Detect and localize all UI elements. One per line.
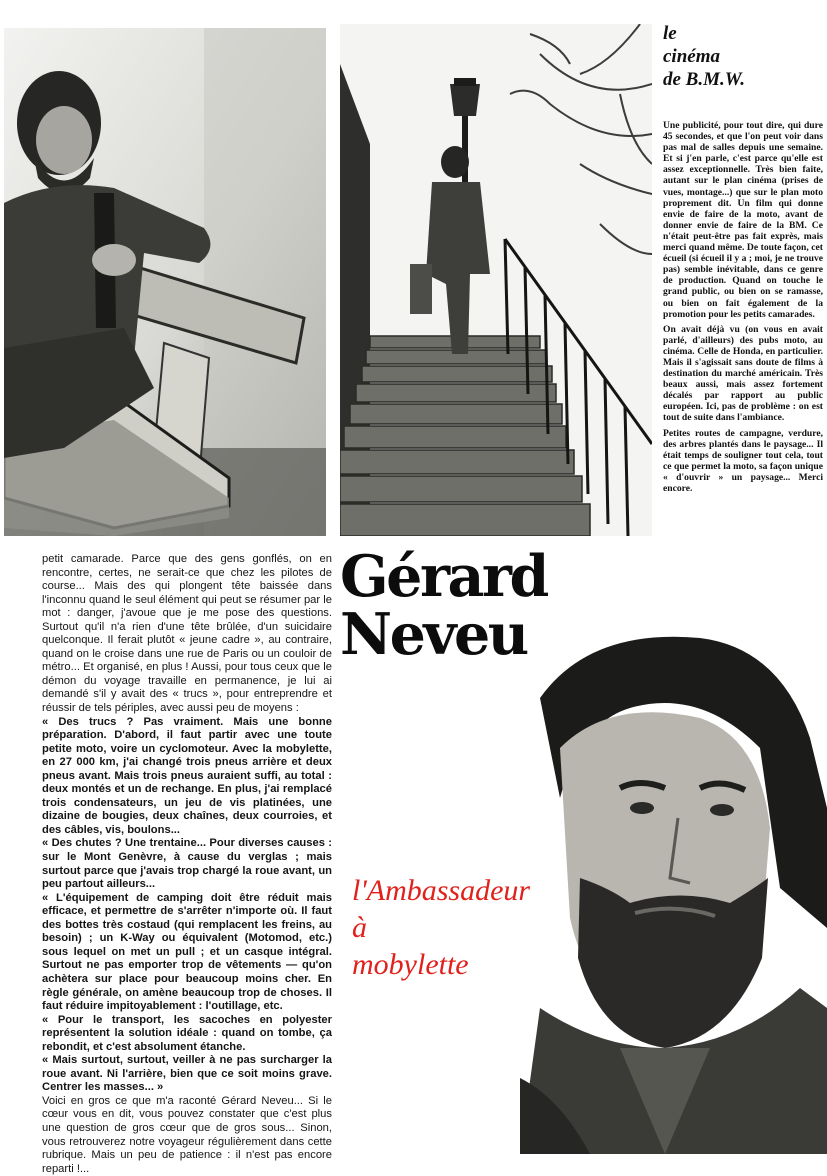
article-paragraph-quote: « Mais surtout, surtout, veiller à ne pas surcharger la roue avant. Ni l'arrière, bien que ce soit moins grave. Centrer les masses... » bbox=[42, 1054, 332, 1094]
sidebar-heading-line: le bbox=[663, 23, 677, 44]
article-body bbox=[42, 553, 332, 1176]
article-paragraph-quote: « Des trucs ? Pas vraiment. Mais une bonne préparation. D'abord, il faut partir avec une toute petite moto, voire un cyclomoteur. Avec la mobylette, en 27 000 km, j'ai changé trois pneus arrière et deux pneus avant. Mais trois pneus auraient suffi, au total : deux montés et un de rechange. En plus, j'ai remplacé trois condensateurs, un jeu de vis platinées, une dizaine de bougies, deux chaînes, deux courroies, et des câbles, vis, boulons... bbox=[42, 715, 332, 836]
article-paragraph: Voici en gros ce que m'a raconté Gérard Neveu... Si le cœur vous en dit, vous pouvez constater que c'est plus une question de gros cœur que de gros sous... Sinon, vous retrouverez notre voyageur régulièrement dans cette rubrique. Mais un peu de patience : il n'est pas encore reparti !... bbox=[42, 1094, 332, 1175]
sidebar-text bbox=[663, 120, 823, 498]
sidebar-paragraph: Une publicité, pour tout dire, qui dure 45 secondes, et que l'on peut voir dans pas mal de salles depuis une semaine. Et si j'en parle, c'est parce qu'elle est assez exceptionnelle. Très bien faite, autant sur le plan cinéma (prises de vues, montage...) que sur le plan moto proprement dit. Un film qui donne envie de faire de la moto, avant de donner envie de faire de la BM. Ce n'était peut-être pas fait exprès, mais merci quand même. De toute façon, cet écueil (si écueil il y a ; moi, je ne trouve pas) semble inévitable, dans ce genre de production. Quand on touche le grand public, ou bien on se ramasse, ou bien on fait également de la promotion pour les petits camarades. bbox=[663, 120, 823, 320]
article-subtitle bbox=[352, 872, 582, 983]
article-title-line: Gérard bbox=[340, 543, 547, 610]
sidebar-heading-line: de B.M.W. bbox=[663, 69, 745, 90]
article-subtitle-line: l'Ambassadeur bbox=[352, 874, 531, 907]
article-paragraph: petit camarade. Parce que des gens gonflés, on en rencontre, certes, ne serait-ce que chez les pilotes de course... Mais des qui plongent tête baissée dans l'inconnu quand le seul élément qui peut se résumer par le mot : danger, j'avoue que je me pose des questions. Surtout qu'il n'a rien d'une tête brûlée, d'un suicidaire quelconque. Il ferait plutôt « jeune cadre », au contraire, quand on le croise dans une rue de Paris ou un couloir de métro... Et organisé, en plus ! Aussi, pour tous ceux que le démon du voyage travaille en permanence, je lui ai demandé s'il y avait des « trucs », pour entreprendre et réussir de tels périples, avec aussi peu de moyens : bbox=[42, 553, 332, 715]
article-paragraph-quote: « Des chutes ? Une trentaine... Pour diverses causes : sur le Mont Genèvre, à cause du verglas ; mais surtout parce que j'avais trop chargé la roue avant, un peu partout ailleurs... bbox=[42, 837, 332, 891]
sidebar-heading bbox=[663, 22, 823, 91]
article-subtitle-line: mobylette bbox=[352, 948, 469, 981]
photo-man-on-stairs bbox=[340, 24, 652, 536]
photo-man-on-bench bbox=[4, 28, 326, 536]
article-subtitle-line: à bbox=[352, 911, 367, 944]
sidebar-paragraph: Petites routes de campagne, verdure, des arbres plantés dans le paysage... Il était temps de souligner tout cela, tout ce que permet la moto, sa façon unique « d'ouvrir » un paysage... Merci encore. bbox=[663, 427, 823, 494]
article-paragraph-quote: « L'équipement de camping doit être réduit mais efficace, et permettre de s'arrêter n'importe où. Il faut des bottes très costaud (qui remplacent les freins, au besoin) ; un K-Way ou équivalent (Motomod, etc.) sous lequel on met un pull ; et un casque intégral. Surtout ne pas emporter trop de vêtements — qu'on achètera sur place pour beaucoup moins cher. En règle générale, on amène beaucoup trop de choses. Il faut réduire impitoyablement : l'outillage, etc. bbox=[42, 891, 332, 1013]
sidebar-heading-line: cinéma bbox=[663, 46, 720, 67]
article-title bbox=[340, 543, 580, 668]
article-title-line: Neveu bbox=[340, 601, 527, 668]
sidebar-paragraph: On avait déjà vu (on vous en avait parlé, d'ailleurs) des pubs moto, au cinéma. Celle de Honda, en particulier. Mais il s'agissait sans doute de films à destination du marché américain. Très beaux aussi, mais assez fortement décalés par rapport au public européen. Ici, pas de problème : on est tout de suite dans l'ambiance. bbox=[663, 323, 823, 424]
article-paragraph-quote: « Pour le transport, les sacoches en polyester représentent la solution idéale : quand on tombe, ça rebondit, et c'est absolument étanche. bbox=[42, 1013, 332, 1053]
